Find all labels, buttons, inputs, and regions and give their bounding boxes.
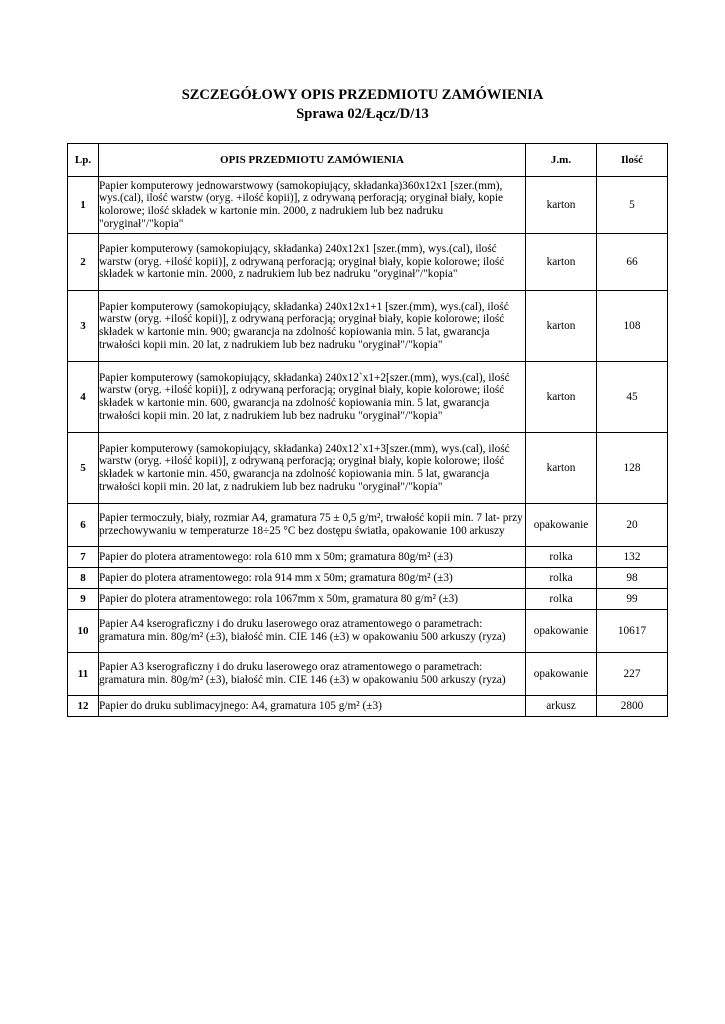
row-description: Papier do plotera atramentowego: rola 610 mm x 50m; gramatura 80g/m² (±3)	[99, 547, 526, 568]
row-quantity: 98	[597, 568, 668, 589]
row-lp: 3	[68, 291, 99, 362]
row-lp: 12	[68, 696, 99, 717]
row-description: Papier do druku sublimacyjnego: A4, gramatura 105 g/m² (±3)	[99, 696, 526, 717]
row-description: Papier komputerowy (samokopiujący, składanka) 240x12`x1+2[szer.(mm), wys.(cal), ilość warstw (oryg. +ilość kopii)], z odrywaną perforacją; oryginał biały, kopie kolorowe; ilość składek w kartonie min. 600, gwarancja na zdolność kopiowania min. 5 lat, gwarancja trwałości kopii min. 20 lat, z nadrukiem lub bez nadruku "oryginał"/"kopia"	[99, 362, 526, 433]
table-row	[68, 696, 668, 717]
row-quantity: 128	[597, 433, 668, 504]
row-unit: karton	[526, 433, 597, 504]
table-header-row	[68, 144, 668, 177]
row-quantity: 66	[597, 234, 668, 291]
table-row	[68, 589, 668, 610]
row-lp: 6	[68, 504, 99, 547]
row-unit: arkusz	[526, 696, 597, 717]
row-lp: 8	[68, 568, 99, 589]
row-lp: 4	[68, 362, 99, 433]
row-unit: rolka	[526, 589, 597, 610]
row-lp: 11	[68, 653, 99, 696]
table-row	[68, 504, 668, 547]
document-title: SZCZEGÓŁOWY OPIS PRZEDMIOTU ZAMÓWIENIA	[181, 87, 544, 103]
row-description: Papier komputerowy jednowarstwowy (samokopiujący, składanka)360x12x1 [szer.(mm), wys.(cal), ilość warstw (oryg. +ilość kopii)], z odrywaną perforacją; oryginał biały, kopie kolorowe; ilość składek w kartonie min. 2000, z nadrukiem lub bez nadruku "oryginał"/"kopia"	[99, 177, 526, 234]
row-lp: 2	[68, 234, 99, 291]
row-unit: opakowanie	[526, 610, 597, 653]
row-unit: karton	[526, 291, 597, 362]
table-row	[68, 234, 668, 291]
row-description: Papier termoczuły, biały, rozmiar A4, gramatura 75 ± 0,5 g/m², trwałość kopii min. 7 lat- przy przechowywaniu w temperaturze 18÷25 °C bez dostępu światła, opakowanie 100 arkuszy	[99, 504, 526, 547]
row-description: Papier do plotera atramentowego: rola 1067mm x 50m, gramatura 80 g/m² (±3)	[99, 589, 526, 610]
row-description: Papier komputerowy (samokopiujący, składanka) 240x12x1 [szer.(mm), wys.(cal), ilość warstw (oryg. +ilość kopii)], z odrywaną perforacją; oryginał biały, kopie kolorowe; ilość składek w kartonie min. 2000, z nadrukiem lub bez nadruku "oryginał"/"kopia"	[99, 234, 526, 291]
row-description: Papier komputerowy (samokopiujący, składanka) 240x12x1+1 [szer.(mm), wys.(cal), ilość warstw (oryg. +ilość kopii)], z odrywaną perforacją; oryginał biały, kopie kolorowe; ilość składek w kartonie min. 900; gwarancja na zdolność kopiowania min. 5 lat, gwarancja trwałości kopii min. 20 lat, z nadrukiem lub bez nadruku "oryginał"/"kopia"	[99, 291, 526, 362]
table-row	[68, 568, 668, 589]
row-lp: 9	[68, 589, 99, 610]
row-description: Papier A4 kserograficzny i do druku laserowego oraz atramentowego o parametrach: gramatura min. 80g/m² (±3), białość min. CIE 146 (±3) w opakowaniu 500 arkuszy (ryza)	[99, 610, 526, 653]
row-description: Papier A3 kserograficzny i do druku laserowego oraz atramentowego o parametrach: gramatura min. 80g/m² (±3), białość min. CIE 146 (±3) w opakowaniu 500 arkuszy (ryza)	[99, 653, 526, 696]
row-unit: karton	[526, 362, 597, 433]
row-quantity: 2800	[597, 696, 668, 717]
row-unit: rolka	[526, 547, 597, 568]
table-row	[68, 291, 668, 362]
table-row	[68, 547, 668, 568]
row-lp: 1	[68, 177, 99, 234]
row-quantity: 5	[597, 177, 668, 234]
row-lp: 7	[68, 547, 99, 568]
document-subtitle: Sprawa 02/Łącz/D/13	[296, 106, 429, 122]
row-quantity: 10617	[597, 610, 668, 653]
header-unit: J.m.	[526, 144, 597, 177]
row-quantity: 108	[597, 291, 668, 362]
table-row	[68, 362, 668, 433]
row-quantity: 227	[597, 653, 668, 696]
row-description: Papier do plotera atramentowego: rola 914 mm x 50m; gramatura 80g/m² (±3)	[99, 568, 526, 589]
header-quantity: Ilość	[597, 144, 668, 177]
header-lp: Lp.	[68, 144, 99, 177]
header-description: OPIS PRZEDMIOTU ZAMÓWIENIA	[99, 144, 526, 177]
row-quantity: 99	[597, 589, 668, 610]
row-quantity: 132	[597, 547, 668, 568]
table-row	[68, 653, 668, 696]
order-specification-table	[67, 143, 668, 717]
row-lp: 5	[68, 433, 99, 504]
row-unit: opakowanie	[526, 653, 597, 696]
table-row	[68, 610, 668, 653]
row-quantity: 20	[597, 504, 668, 547]
row-unit: karton	[526, 234, 597, 291]
table-row	[68, 433, 668, 504]
row-description: Papier komputerowy (samokopiujący, składanka) 240x12`x1+3[szer.(mm), wys.(cal), ilość warstw (oryg. +ilość kopii)], z odrywaną perforacją; oryginał biały, kopie kolorowe; ilość składek w kartonie min. 450, gwarancja na zdolność kopiowania min. 5 lat, gwarancja trwałości kopii min. 20 lat, z nadrukiem lub bez nadruku "oryginał"/"kopia"	[99, 433, 526, 504]
row-unit: rolka	[526, 568, 597, 589]
row-lp: 10	[68, 610, 99, 653]
table-row	[68, 177, 668, 234]
row-quantity: 45	[597, 362, 668, 433]
row-unit: opakowanie	[526, 504, 597, 547]
row-unit: karton	[526, 177, 597, 234]
